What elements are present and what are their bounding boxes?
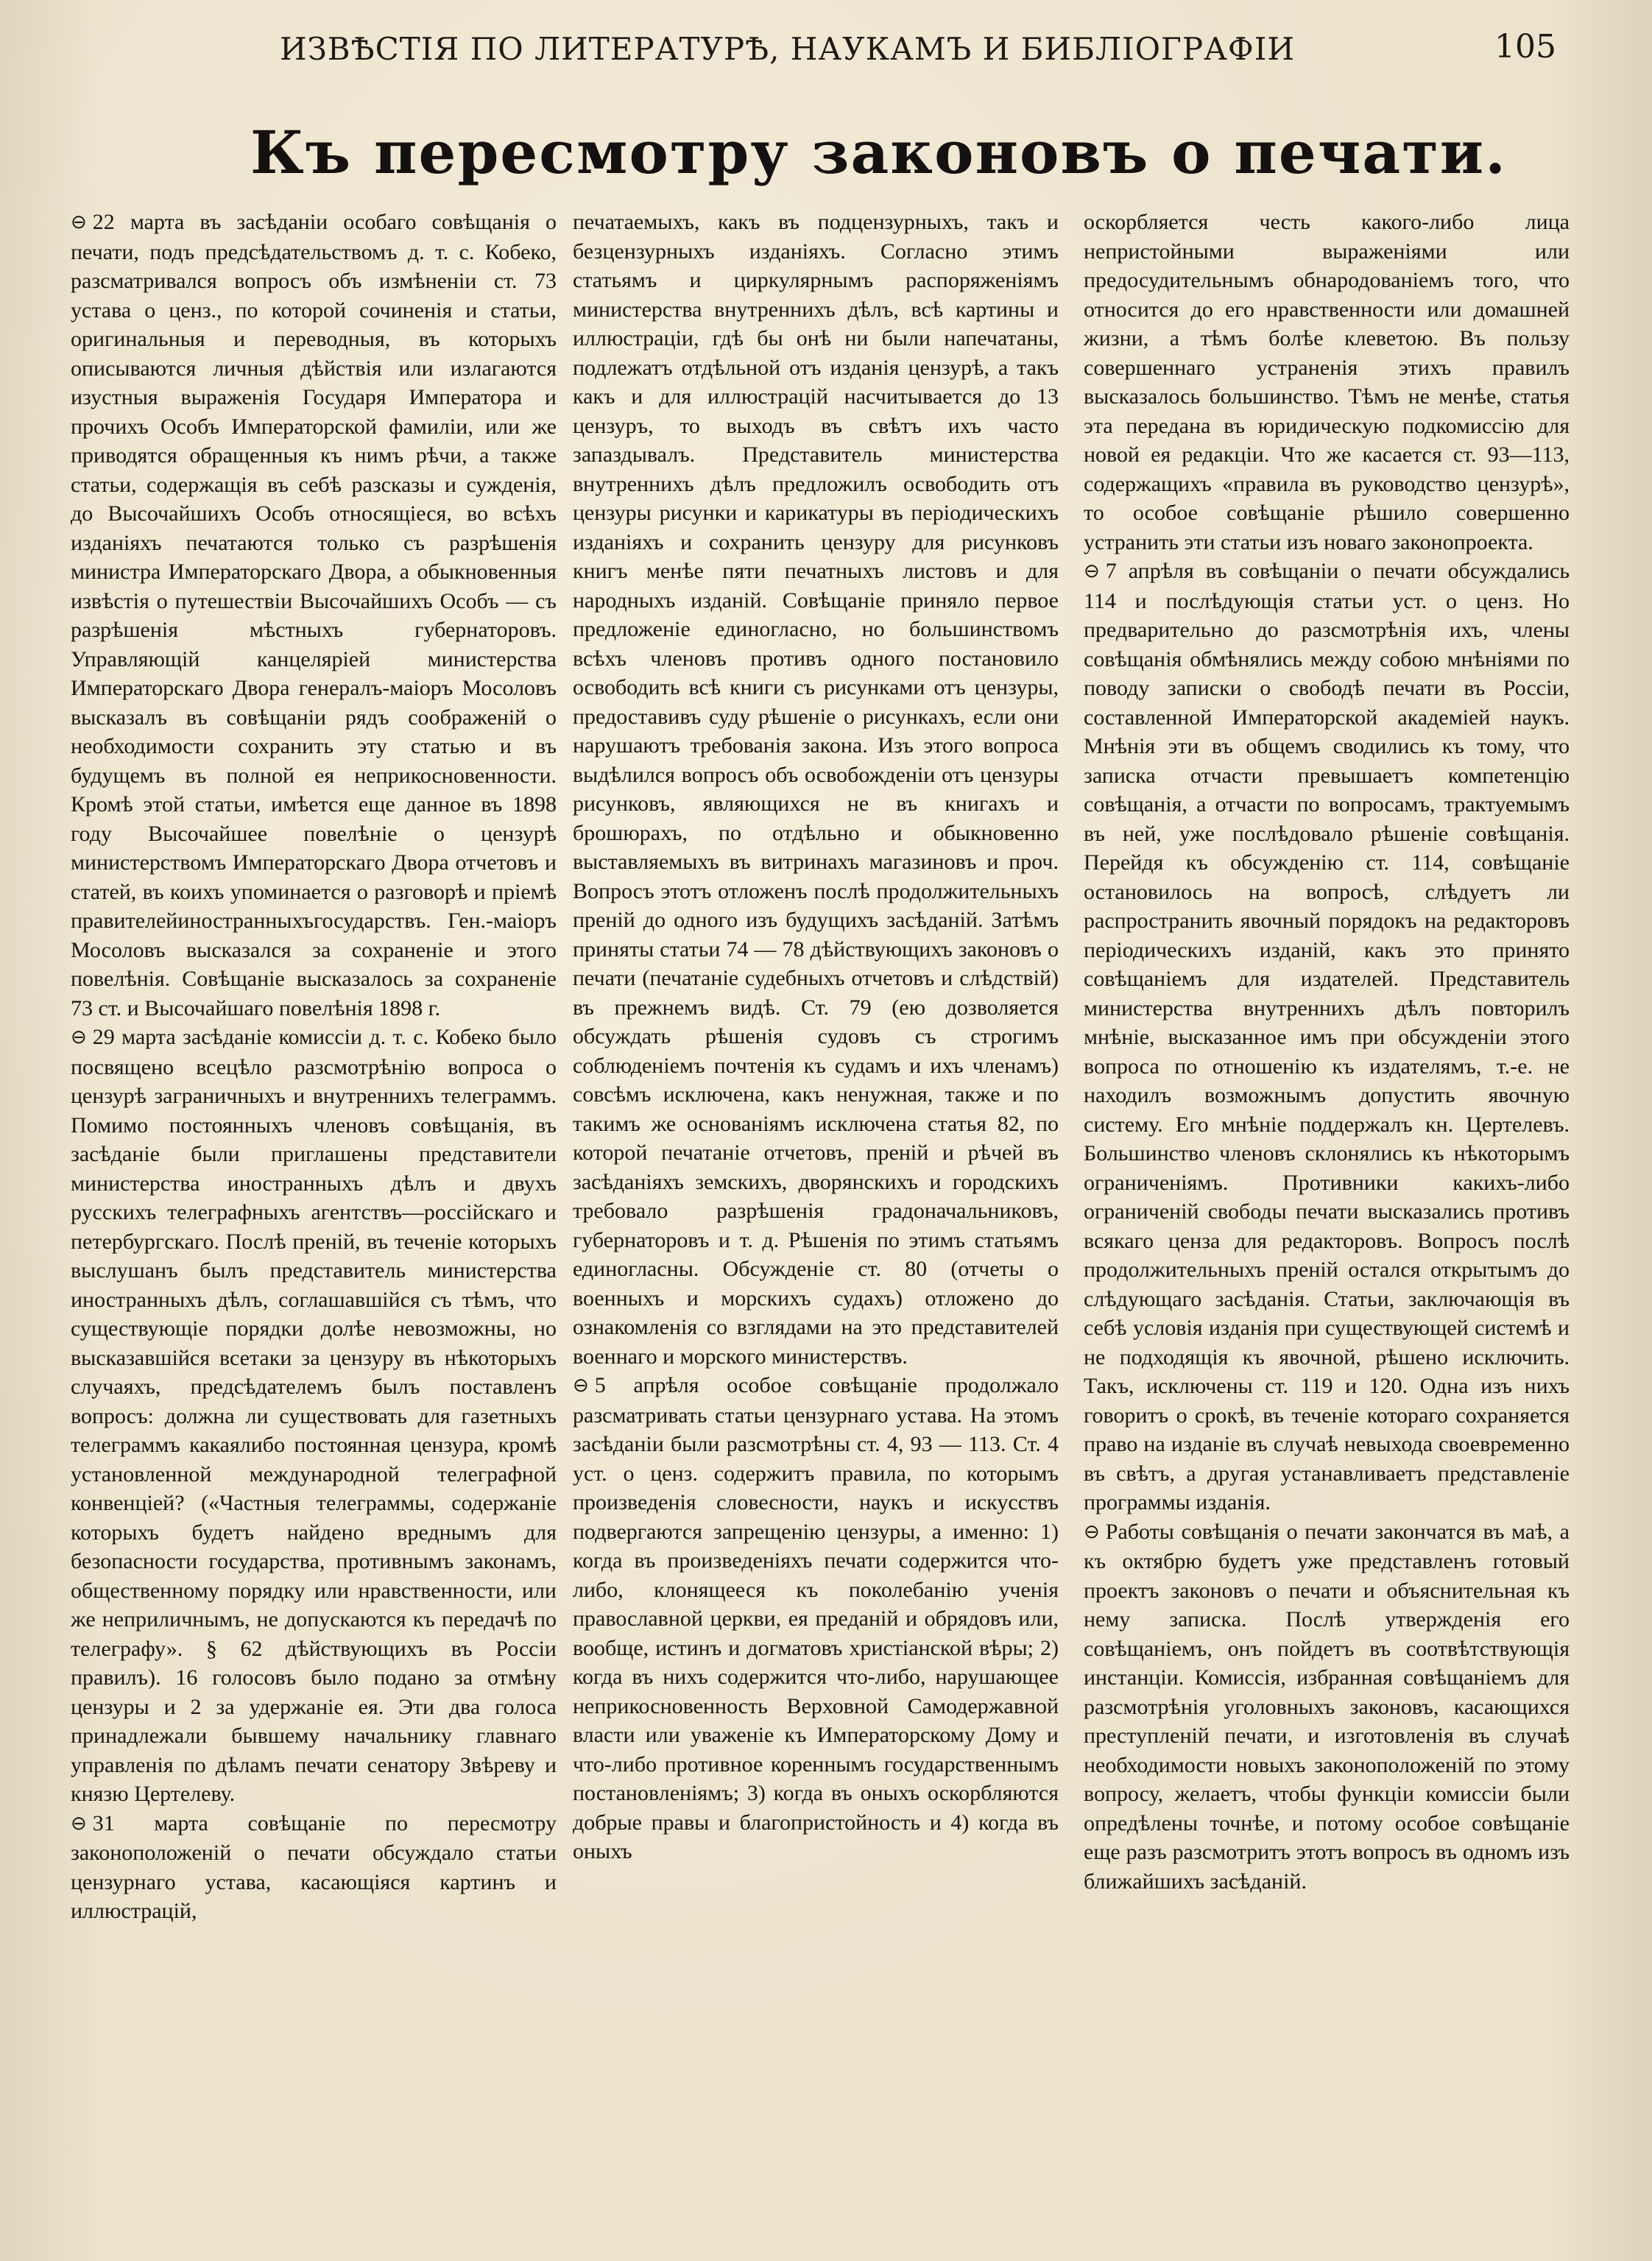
column-3	[1084, 208, 1570, 1896]
paragraph-text: 22 марта въ засѣданіи особаго совѣщанія о печати, подъ предсѣдательствомъ д. т. с. Кобеко, разсматривался вопросъ объ измѣненіи ст. 73 устава о ценз., по которой сочиненія и статьи, оригинальныя и переводныя, въ которыхъ описываются личныя дѣйствія или излагаются изустныя выраженія Государя Императора и прочихъ Особъ Императорской фамиліи, или же приводятся обращенныя къ нимъ рѣчи, а также статьи, содержащія въ себѣ разсказы и сужденія, до Высочайшихъ Особъ относящіеся, во всѣхъ изданіяхъ печатаются только съ разрѣшенія министра Императорскаго Двора, а обыкновенныя извѣстія о путешествіи Высочайшихъ Особъ — съ разрѣшенія мѣстныхъ губернаторовъ. Управляющій канцеляріей министерства Императорскаго Двора генералъ-маіоръ Мосоловъ высказалъ въ совѣщаніи рядъ соображеній о необходимости сохранить эту статью и въ будущемъ въ полной ея неприкосновенности. Кромѣ этой статьи, имѣется еще данное въ 1898 году Высочайшее повелѣніе о цензурѣ министерствомъ Императорскаго Двора отчетовъ и статей, въ коихъ упоминается о разговорѣ и пріемѣ правителейиностранныхъгосударствъ. Ген.-маіоръ Мосоловъ высказался за сохраненіе и этого повелѣнія. Совѣщаніе высказалось за сохраненіе 73 ст. и Высочайшаго повелѣнія 1898 г.	[71, 210, 557, 1020]
paragraph-marker-icon: ⊖	[71, 211, 87, 233]
paragraph	[1084, 208, 1570, 557]
paragraph-marker-icon: ⊖	[1084, 560, 1100, 582]
paragraph	[1084, 1517, 1570, 1897]
paragraph-text: Работы совѣщанія о печати закончатся въ маѣ, а къ октябрю будетъ уже представленъ готовый проектъ законовъ о печати и объяснительная къ нему записка. Послѣ утвержденія его совѣщаніемъ, онъ пойдетъ въ соотвѣтствующія инстанціи. Комиссія, избранная совѣщаніемъ для разсмотрѣнія уголовныхъ законовъ, касающихся преступленій печати, и изготовленія въ случаѣ необходимости новыхъ законоположеній по этому вопросу, желаетъ, чтобы функціи комиссіи были опредѣлены точнѣе, и потому особое совѣщаніе еще разъ разсмотритъ этотъ вопросъ въ одномъ изъ ближайшихъ засѣданій.	[1084, 1519, 1570, 1894]
column-1	[71, 208, 557, 1926]
paragraph-text: оскорбляется честь какого-либо лица непристойными выраженіями или предосудительнымъ обнародованіемъ того, что относится до его нравственности или домашней жизни, а тѣмъ болѣе клеветою. Въ пользу совершеннаго устраненія этихъ правилъ высказалось большинство. Тѣмъ не менѣе, статья эта передана въ юридическую подкомиссію для новой ея редакціи. Что же касается ст. 93—113, содержащихъ «правила въ руководство цензурѣ», то особое совѣщаніе рѣшило совершенно устранить эти статьи изъ новаго законопроекта.	[1084, 210, 1570, 554]
paragraph-marker-icon: ⊖	[71, 1026, 87, 1048]
paragraph-text: 29 марта засѣданіе комиссіи д. т. с. Кобеко было посвящено всецѣло разсмотрѣнію вопроса о цензурѣ заграничныхъ и внутреннихъ телеграммъ. Помимо постоянныхъ членовъ совѣщанія, въ засѣданіе были приглашены представители министерства иностранныхъ дѣлъ и двухъ русскихъ телеграфныхъ агентствъ—россійскаго и петербургскаго. Послѣ преній, въ теченіе которыхъ выслушанъ былъ представитель министерства иностранныхъ дѣлъ, соглашавшійся съ тѣмъ, что существующіе порядки долѣе невозможны, но высказавшійся всетаки за цензуру въ нѣкоторыхъ случаяхъ, предсѣдателемъ былъ поставленъ вопросъ: должна ли существовать для газетныхъ телеграммъ какаялибо постоянная цензура, кромѣ установленной международной телеграфной конвенціей? («Частныя телеграммы, содержаніе которыхъ будетъ найдено вреднымъ для безопасности государства, противнымъ законамъ, общественному порядку или нравственности, или же неприличнымъ, не допускаются къ передачѣ по телеграфу». § 62 дѣйствующихъ въ Россіи правилъ). 16 голосовъ было подано за отмѣну цензуры и 2 за удержаніе ея. Эти два голоса принадлежали бывшему начальнику главнаго управленія по дѣламъ печати сенатору Звѣреву и князю Цертелеву.	[71, 1025, 557, 1806]
paragraph-text: 5 апрѣля особое совѣщаніе продолжало разсматривать статьи цензурнаго устава. На этомъ засѣданіи были разсмотрѣны ст. 4, 93 — 113. Ст. 4 уст. о ценз. содержитъ правила, по которымъ произведенія словесности, наукъ и искусствъ подвергаются запрещенію цензуры, а именно: 1) когда въ произведеніяхъ печати содержится что-либо, клонящееся къ поколебанію ученія православной церкви, ея преданій и обрядовъ или, вообще, истинъ и догматовъ христіанской вѣры; 2) когда въ нихъ содержится что-либо, нарушающее неприкосновенность Верховной Самодержавной власти или уваженіе къ Императорскому Дому и что-либо противное кореннымъ государственнымъ постановленіямъ; 3) когда въ оныхъ оскорбляются добрые правы и благопристойность и 4) когда въ оныхъ	[573, 1373, 1059, 1863]
article-title: Къ пересмотру законовъ о печати.	[250, 118, 1507, 187]
paragraph-text: 7 апрѣля въ совѣщаніи о печати обсуждались 114 и послѣдующія статьи уст. о ценз. Но предварительно до разсмотрѣнія ихъ, члены совѣщанія обмѣнялись между собою мнѣніями по поводу записки о свободѣ печати въ Россіи, составленной Императорской академіей наукъ. Мнѣнія эти въ общемъ сводились къ тому, что записка отчасти превышаетъ компетенцію совѣщанія, а отчасти по вопросамъ, трактуемымъ въ ней, уже послѣдовало рѣшеніе совѣщанія. Перейдя къ обсужденію ст. 114, совѣщаніе остановилось на вопросѣ, слѣдуетъ ли распространить явочный порядокъ на редакторовъ періодическихъ изданій, какъ это принято совѣщаніемъ для издателей. Представитель министерства внутреннихъ дѣлъ повторилъ мнѣніе, высказанное имъ при обсужденіи этого вопроса по отношенію къ издателямъ, т.-е. не находилъ возможнымъ допустить явочную систему. Его мнѣніе поддержалъ кн. Цертелевъ. Большинство членовъ склонялись къ нѣкоторымъ ограниченіямъ. Противники какихъ-либо ограниченій свободы печати высказались противъ всякаго ценза для редакторовъ. Вопросъ послѣ продолжительныхъ преній остался открытымъ до слѣдующаго засѣданія. Статьи, заключающія въ себѣ условія изданія при существующей системѣ и не подходящія къ явочной, рѣшено исключить. Такъ, исключены ст. 119 и 120. Одна изъ нихъ говоритъ о срокѣ, въ теченіе котораго сохраняется право на изданіе въ случаѣ невыхода своевременно въ свѣтъ, а другая устанавливаетъ представленіе программы изданія.	[1084, 559, 1570, 1514]
running-head: ИЗВѢСТІЯ ПО ЛИТЕРАТУРѢ, НАУКАМЪ И БИБЛІОГРАФІИ	[280, 31, 1295, 67]
paragraph-text: 31 марта совѣщаніе по пересмотру законоположеній о печати обсуждало статьи цензурнаго устава, касающіяся картинъ и иллюстрацій,	[71, 1810, 557, 1923]
paragraph-marker-icon: ⊖	[1084, 1520, 1100, 1543]
paragraph-marker-icon: ⊖	[573, 1375, 589, 1397]
paragraph	[573, 1371, 1059, 1866]
paragraph-marker-icon: ⊖	[71, 1812, 87, 1835]
paragraph	[1084, 557, 1570, 1517]
paragraph	[573, 208, 1059, 1371]
paragraph	[71, 208, 557, 1023]
paragraph	[71, 1809, 557, 1926]
column-2	[573, 208, 1059, 1866]
article-body	[71, 208, 1617, 2240]
paragraph-text: печатаемыхъ, какъ въ подцензурныхъ, такъ и безцензурныхъ изданіяхъ. Согласно этимъ статьямъ и циркулярнымъ распоряженіямъ министерства внутреннихъ дѣлъ, всѣ картины и иллюстраціи, гдѣ бы онѣ ни были напечатаны, подлежатъ отдѣльной отъ изданія цензурѣ, а такъ какъ и для иллюстрацій насчитывается до 13 цензуръ, то выходъ въ свѣтъ ихъ часто запаздывалъ. Представитель министерства внутреннихъ дѣлъ предложилъ освободить отъ цензуры рисунки и карикатуры въ періодическихъ изданіяхъ и сохранить цензуру для рисунковъ книгъ менѣе пяти печатныхъ листовъ и для народныхъ изданій. Совѣщаніе приняло первое предложеніе единогласно, но большинствомъ всѣхъ членовъ противъ одного постановило освободить всѣ книги съ рисунками отъ цензуры, предоставивъ суду рѣшеніе о рисункахъ, если они нарушаютъ требованія закона. Изъ этого вопроса выдѣлился вопросъ объ освобожденіи отъ цензуры рисунковъ, являющихся не въ книгахъ и брошюрахъ, по отдѣльно и обыкновенно выставляемыхъ въ витринахъ магазиновъ и проч. Вопросъ этотъ отложенъ послѣ продолжительныхъ преній до одного изъ будущихъ засѣданій. Затѣмъ приняты статьи 74 — 78 дѣйствующихъ законовъ о печати (печатаніе судебныхъ отчетовъ и слѣдствій) въ прежнемъ видѣ. Ст. 79 (ею дозволяется обсуждать рѣшенія судовъ съ строгимъ соблюденіемъ почтенія къ судамъ и ихъ членамъ) совсѣмъ исключена, какъ ненужная, также и по такимъ же основаніямъ исключена статья 82, по которой печатаніе отчетовъ, преній и рѣчей въ засѣданіяхъ земскихъ, дворянскихъ и городскихъ требовало разрѣшенія градоначальниковъ, губернаторовъ и т. д. Рѣшенія по этимъ статьямъ единогласны. Обсужденіе ст. 80 (отчеты о военныхъ и морскихъ судахъ) отложено до ознакомленія со взглядами на это представителей военнаго и морского министерствъ.	[573, 210, 1059, 1369]
paragraph	[71, 1023, 557, 1809]
page-number: 105	[1494, 28, 1556, 66]
